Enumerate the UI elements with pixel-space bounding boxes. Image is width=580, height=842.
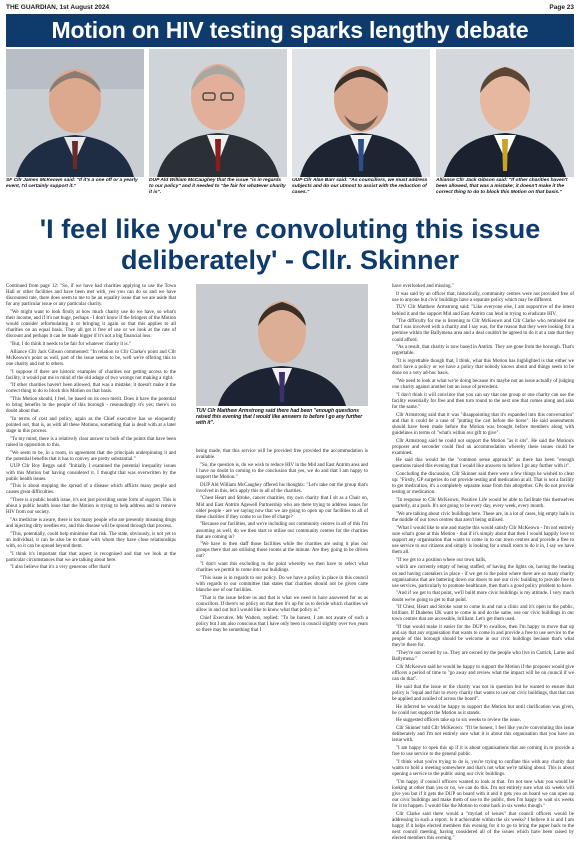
gibson-photo	[436, 49, 574, 177]
paragraph: "There is a public health issue, it's not just providing some form of support. This is about a public health issue that the Motion is trying to help address and to remove HIV from our society.	[6, 498, 176, 516]
paragraph: "The difficulty for me is listening to Cllr McKeown and Cllr Clarke who reminded me that I was involved with a charity and I say was, for the reason that they were looking for a premise within the Ballymena area and a deal couldn't be agreed to do it at a rate that they could afford.	[392, 319, 574, 343]
paragraph: DUP Ald William McCaughey offered his thoughts: "Let's take out the group that's involved in this, let's apply this to all of the charities.	[196, 482, 368, 494]
paragraph: Cllr Armstrong said he could not support the Motion "as it sits". He said the Motion's proposer and seconder could find an accommodation whereby these issues could be examined.	[392, 438, 574, 456]
paragraph: "I think what you're trying to do is, you're trying to conflate this with any charity that wants to hold a meeting somewhere and that's not what we're talking about. This is about opening a service to the public using our civic buildings.	[392, 759, 574, 777]
paragraph: It was said by an officer that, historically, community centres were not provided free of use to anyone but civic buildings have a separate policy which may be different.	[392, 291, 574, 303]
paragraph: "We need to look at what we're doing because it's maybe not an issue actually of judging one charity against another but an issue of precedent.	[392, 378, 574, 390]
paragraph: "Chest Heart and Stroke, cancer charities, my own charity that I sit as a Chair on, Mid and East Antrim Agewell Partnership who are there trying to address issues for older people - are we saying now that we are going to open up our facilities to all of these charities if they come to us free of charge?	[196, 496, 368, 520]
paragraph: Cllr Skinner told Cllr McKeown: "I'll be honest, I feel like you're convoluting this issue deliberately and I'm not entirely sure what it is about this organisation that you have an issue with.	[392, 726, 574, 744]
barr-caption: UUP Cllr Alan Barr said: "As councillors, we must address subjects and do our utmost to assist with the reduction of cases."	[292, 178, 428, 195]
armstrong-caption: TUV Cllr Matthew Armstrong said there had been "enough questions raised this evening that I would like answers to before I go any further with it".	[196, 408, 363, 426]
paragraph: He said this would be the "common sense approach" as there has been "enough questions raised this evening that I would like answers to before I go any further with it".	[392, 458, 574, 470]
paragraph: "I don't want this excluding to the point whereby we then have to select what charities we permit to come into our buildings.	[196, 562, 368, 574]
article-column-2	[196, 449, 368, 730]
paragraph: Cllr Clarke said there would a "myriad of issues" that council officers would be addressing in such a report. Is it achievable within the six weeks? I believe it is and I am happy if it helps elected members this evening for it to go to bring the paper back to the next council meeting, having considered all of the issues which have been raised by elected members this evening."	[392, 811, 574, 841]
paragraph: Continued from page 12: "So, if we have had charities applying to use the Town Hall or other facilities and have been met with, yes you can do so and we have discounted rate, there does seem to me to be an equality issue that we are aside that for any particular issue or any particular charity.	[6, 284, 176, 308]
paragraph: Cllr McKeown said he would be happy to support the Motion if the proposer would give officers a period of time to "go away and review what the impact will be on council if we can do that".	[392, 664, 574, 682]
paragraph: "That is the issue before us and that is what we need to have answered for us as councillors. If there's no policy on that then it's up for us to decide which charities we allow in and out but I would like to know what that policy is."	[196, 595, 368, 613]
mccaughey-photo	[149, 49, 287, 177]
gibson-caption: Alliance Cllr Jack Gibson said: "If other charities haven't been allowed, that was a mistake; it doesn't make it the correct thing to do to block this Motion on that basis."	[436, 178, 568, 195]
paragraph: "We are talking about civic buildings here. These are, in a lot of cases, big empty halls in the middle of our town centres that aren't being utilised.	[392, 511, 574, 523]
barr-photo	[292, 49, 430, 177]
paragraph: "I think it's important that that aspect is recognised and that we look at the particular circumstances that we are talking about here.	[6, 551, 176, 563]
article-column-1	[6, 284, 176, 730]
paragraph: He inferred he would be happy to support the Motion but until clarification was given, he could not support the Motion as it stands.	[392, 704, 574, 716]
paragraph: "I'm happy if council officers wanted to look at that. I'm not sure what you would be looking at other than yes or no, we can do this. I'm not entirely sure what six weeks will give you but if it gets the DUP on board with it and it gets you on board we can open up our civic buildings and make them of use to the public, then I'm happy to wait six weeks for it to happen. I would like the Motion to come back in six weeks though."	[392, 779, 574, 809]
paragraph: "If that would make it easier for the DUP to swallow, then I'm happy to move that up and say that any organisation that wants to come in and provide a free to use service to the people of this borough should be welcome in our civic buildings because that's what they're there for.	[392, 625, 574, 649]
paragraph: which are currently empty of being staffed, of having the lights on, having the heating on and having caretakers in place - if we get to the point where there are so many charity organisations that are battering down our doors to use our civic building to provide free to use services, particularly to promote healthcare, then that's a good policy problem to have.	[392, 565, 574, 589]
paragraph: "We seem to be, in a room, in agreement that the principals underpinning it and the potential benefits that it has to convey are pretty substantial."	[6, 450, 176, 462]
paragraph: "This, potentially, could help minimise that risk. The state, obviously, is not yet to an individual, it can be also be to those with whom they have close relationships with, so it can be spread beyond them.	[6, 531, 176, 549]
paragraph: "I also believe that it's a very generous offer that'd	[10, 565, 111, 571]
paragraph: "We might want to look firstly at how much charity use do we have, so what's their income, and if it's not huge, perhaps - I don't know if the bringers of the Motion would consider reformulating it or bringing it again so that this applies to all charities on an equal basis. They all get it free of use or we look at the rate of discount and perhaps it can be made bigger if it's not a big financial loss.	[6, 309, 176, 340]
paragraph: UUP Cllr Roy Beggs said: "Initially I examined the potential inequality issues with this Motion but having considered it, I thought that was overwritten by the public health issues.	[6, 464, 176, 482]
paragraph: "I don't think it will convince that you can say that one group or one charity can use the facility essentially for free and then turn round to the next one that comes along and asks for the same."	[392, 392, 574, 410]
publication-date: THE GUARDIAN, 1st August 2024	[6, 4, 110, 11]
portrait-mccaughey	[149, 49, 287, 205]
paragraph: Alliance Cllr Jack Gibson commented: "In relation to Cllr Clarke's point and Cllr McKeown's point as well, part of the issue seems to be, well we're offering this to one charity and not to others.	[6, 349, 176, 367]
paragraph: He suggested officers take up to six weeks to review the issue.	[396, 718, 521, 724]
paragraph: "So, the question is, do we wish to reduce HIV in the Mid and East Antrim area and I have no doubt in coming to the conclusion that yes, we do and that I am happy to support the Motion."	[196, 462, 368, 480]
pull-quote-headline: 'I feel like you're convoluting this issue deliberately' - Cllr. Skinner	[39, 214, 541, 275]
headline-banner: Motion on HIV testing sparks lengthy debate	[6, 14, 574, 47]
portrait-gibson	[436, 49, 574, 205]
paragraph: Concluding the discussion, Cllr Skinner said there were a few things he wished to clear up: "Firstly, GP surgeries do not provide testing and medication at all. That is not a facility to get medication, it's a completely separate issue from this altogether. GPs do not provide testing or medication.	[392, 472, 574, 496]
portrait-row	[6, 49, 574, 205]
paragraph: "I suppose if there are historic examples of charities not getting access to the facility, it would put me in mind of the old adage of two wrongs not making a right.	[6, 369, 176, 381]
paragraph: "It is regrettable though that, I think, what this Motion has highlighted is that either we don't have a policy or we have a policy that nobody knows about and things seem to be done on a very ad-hoc basis.	[392, 359, 574, 377]
paragraph: Chief Executive, Ms Walters, replied: "To be honest, I am not aware of such a policy but I am also conscious that I have only been in council slightly over two years so there may be something that I	[196, 615, 368, 633]
paragraph: "This Motion should, I feel, be based on its own merit. Does it have the potential to bring benefits to the people of this borough - resoundingly it's yes; there's no doubt about that.	[6, 397, 176, 415]
mccaughey-caption: DUP Ald William McCaughey that the issue "is in regards to our policy" and it needed to "be fair for whatever charity it is".	[149, 178, 286, 195]
paragraph: "As a result, that charity is now based in Antrim. They are gone from the borough. That's regrettable.	[392, 345, 574, 357]
paragraph: "As medicine is aware, there is too many people who are presently misusing drugs and injecting dirty needles etc, and this disease will be spread through that process.	[6, 518, 176, 530]
portrait-barr	[292, 49, 430, 205]
portrait-mckeown	[6, 49, 144, 205]
paragraph: "They're not owned by us. They are owned by the people who live in Carrick, Larne and Ballymena."	[392, 651, 574, 663]
paragraph: "If Chest, Heart and Stroke want to come in and run a clinic and it's open to the public, brilliant. If Diabetes UK want to come in and do the same, use our civic buildings in our town centres that are accessible, brilliant. Let's get them used.	[392, 605, 574, 623]
mckeown-caption: SF Cllr James McKeown said: "If it's a one off or a yearly event, I'd certainly support it."	[6, 178, 138, 189]
paragraph: "In response to Cllr McKeown, Positive Life would be able to facilitate this themselves quarterly, at a push. It's not going to be every day, every week, every month.	[392, 498, 574, 510]
paragraph: Cllr Armstrong said that it was "disappointing that it's expanded into this conversation" and that it could be a case of "putting the cart before the horse". He said assessments should have been made before the Motion was brought before members along with guidelines in terms of "what's within our gift to give".	[392, 412, 574, 436]
paragraph: "We have to then staff those facilities while the charities are using it plus our groups there that are utilising those rooms at the minute. Are they going to be driven out?	[196, 542, 368, 560]
paragraph: "Because our facilities, and we're including our community centres in all of this I'm assuming as well, do we then start to utilise our community centres for the charities that are coming in?	[196, 522, 368, 540]
armstrong-photo	[196, 284, 368, 406]
article-column-3	[392, 284, 574, 841]
paragraph: "If other charities haven't been allowed, that was a mistake; it doesn't make it the correct thing to do to block this Motion on that basis.	[6, 383, 176, 395]
paragraph: being made, that this service will be provided free provided the accommodation is available.	[196, 449, 368, 461]
paragraph: have overlooked and missing."	[392, 284, 454, 289]
paragraph: "If we get to a position where our town halls,	[396, 557, 487, 563]
paragraph: "I am happy to open this up if it is about organisations that are coming in to provide a free to use service to the general public.	[392, 745, 574, 757]
mckeown-photo	[6, 49, 144, 177]
paragraph: "But, I do think it needs to be fair for whatever charity it is."	[10, 342, 131, 348]
paragraph: "In terms of cost and policy, again as the Chief executive has so eloquently pointed out, that is, as with all these Motions, something that is dealt with at a later stage in this process.	[6, 417, 176, 435]
paragraph: He said that the issue or the charity was not in question but he wanted to ensure that policy is "equal and fair to every charity that wants to use our civic buildings, that that can be applied and availed of across the board".	[392, 684, 574, 702]
paragraph: TUV Cllr Matthew Armstrong said: "Like everyone else, I am supportive of the intent behind it and the support Mid and East Antrim can lend in trying to eradicate HIV.	[392, 305, 574, 317]
paragraph: "To my mind, there is a relatively clear answer to both of the points that have been raised in opposition to this.	[6, 436, 176, 448]
paragraph: "This issue is in regards to our policy. Do we have a policy in place in this council with regards to our committee that states that charities should not be given carte blanche use of our facilities.	[196, 575, 368, 594]
masthead	[6, 4, 574, 14]
paragraph: "What I would like to one and maybe this would satisfy Cllr McKeown - I'm not entirely sure what's gone at this Motion - that if it's simply about that then I would happily love to support any organisation that wants to come in to our town centres and provide a free to use service to our citizens and simply is looking for a small room to do it in, I say we have them all.	[392, 525, 574, 556]
page-number: Page 23	[549, 4, 574, 11]
paragraph: "And if we get to that point, we'll build more civic buildings is my attitude. I very much doubt we're going to get to that point.	[392, 591, 574, 603]
paragraph: "This is about stopping the spread of a disease which afflicts many people and causes great difficulties.	[6, 484, 176, 496]
